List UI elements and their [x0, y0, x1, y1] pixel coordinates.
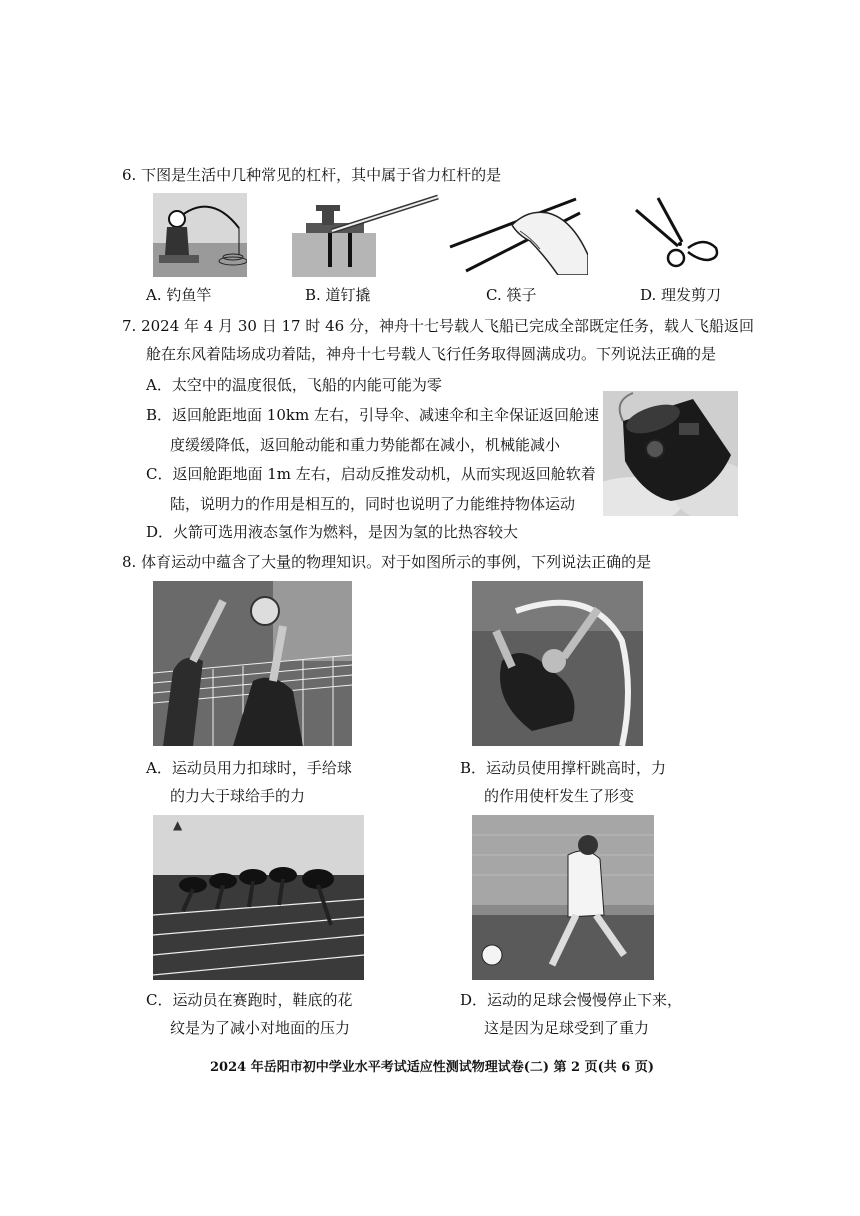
return-capsule-photo [603, 391, 738, 516]
pole-vault-photo [472, 581, 643, 746]
q8-stem: 8. 体育运动中蕴含了大量的物理知识。对于如图所示的事例，下列说法正确的是 [122, 553, 652, 571]
q8-option-d-line1: D．运动的足球会慢慢停止下来， [460, 991, 683, 1009]
q8-option-b-line1: B．运动员使用撑杆跳高时，力 [460, 759, 667, 777]
soccer-photo [472, 815, 654, 980]
q8-option-b-line2: 的作用使杆发生了形变 [484, 787, 635, 805]
q6-option-a: A. 钓鱼竿 [146, 286, 212, 304]
q7-option-c-line1: C．返回舱距地面 1m 左右，启动反推发动机，从而实现返回舱软着 [146, 465, 596, 483]
page-footer: 2024 年岳阳市初中学业水平考试适应性测试物理试卷(二) 第 2 页(共 6 页) [210, 1060, 655, 1075]
q7-stem-line1: 7. 2024 年 4 月 30 日 17 时 46 分，神舟十七号载人飞船已完成全部既定任务，载人飞船返回 [122, 317, 754, 335]
q6-option-b: B. 道钉撬 [305, 286, 371, 304]
q7-option-b-line2: 度缓缓降低，返回舱动能和重力势能都在减小，机械能减小 [170, 436, 561, 454]
q8-option-c-line1: C．运动员在赛跑时，鞋底的花 [146, 991, 353, 1009]
q7-option-c-line2: 陆，说明力的作用是相互的，同时也说明了力能维持物体运动 [170, 495, 576, 513]
q6-stem: 6. 下图是生活中几种常见的杠杆，其中属于省力杠杆的是 [122, 166, 502, 184]
q8-option-d-line2: 这是因为足球受到了重力 [484, 1019, 650, 1037]
q8-option-a-line2: 的力大于球给手的力 [170, 787, 306, 805]
chopsticks-figure [448, 195, 588, 275]
q7-option-b-line1: B．返回舱距地面 10km 左右，引导伞、减速伞和主伞保证返回舱速 [146, 406, 599, 424]
q7-option-a: A．太空中的温度很低，飞船的内能可能为零 [146, 376, 442, 394]
svg-text:▲: ▲ [173, 818, 183, 832]
fishing-rod-figure [153, 193, 247, 277]
q6-option-d: D. 理发剪刀 [640, 286, 722, 304]
scissors-figure [632, 196, 722, 274]
q7-stem-line2: 舱在东风着陆场成功着陆，神舟十七号载人飞行任务取得圆满成功。下列说法正确的是 [146, 345, 717, 363]
crowbar-figure [292, 193, 442, 277]
sprint-start-photo [153, 815, 364, 980]
q7-option-d: D．火箭可选用液态氢作为燃料，是因为氢的比热容较大 [146, 523, 519, 541]
q8-option-a-line1: A．运动员用力扣球时，手给球 [146, 759, 352, 777]
q8-option-c-line2: 纹是为了减小对地面的压力 [170, 1019, 351, 1037]
volleyball-spike-photo [153, 581, 352, 746]
q6-option-c: C. 筷子 [486, 286, 537, 304]
